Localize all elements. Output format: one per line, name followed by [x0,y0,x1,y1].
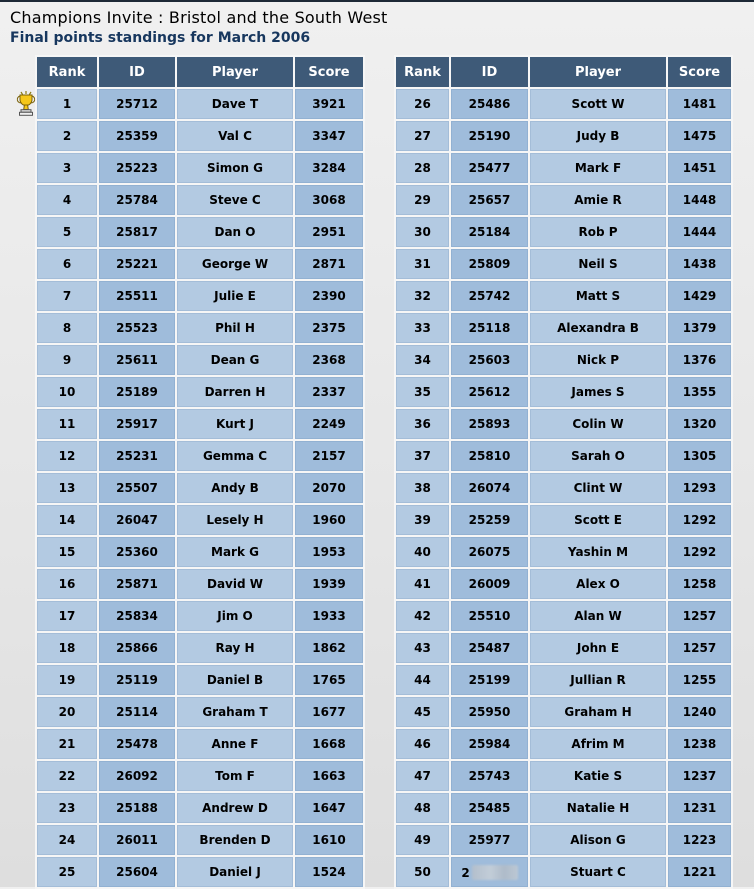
player-cell: Graham T [177,697,293,727]
rank-cell: 2 [37,121,97,151]
rank-cell: 48 [396,793,449,823]
score-cell: 1668 [295,729,363,759]
id-cell: 25809 [451,249,528,279]
id-cell: 25221 [99,249,175,279]
score-cell: 1960 [295,505,363,535]
standings-row [37,121,363,151]
id-cell: 25784 [99,185,175,215]
score-cell: 2070 [295,473,363,503]
player-cell: Jullian R [530,665,666,695]
rank-cell: 38 [396,473,449,503]
rank-cell: 13 [37,473,97,503]
rank-cell: 37 [396,441,449,471]
id-cell: 26075 [451,537,528,567]
rank-cell: 50 [396,857,449,887]
score-cell: 1862 [295,633,363,663]
rank-cell: 34 [396,345,449,375]
standings-row [37,729,363,759]
score-cell: 1379 [668,313,731,343]
rank-cell: 40 [396,537,449,567]
id-cell: 25231 [99,441,175,471]
player-cell: Gemma C [177,441,293,471]
score-cell: 1939 [295,569,363,599]
player-cell: Alison G [530,825,666,855]
id-cell: 25119 [99,665,175,695]
score-cell: 1237 [668,761,731,791]
rank-cell: 39 [396,505,449,535]
id-cell: 25604 [99,857,175,887]
id-cell: 25712 [99,89,175,119]
id-cell: 25834 [99,601,175,631]
player-cell: Katie S [530,761,666,791]
score-cell: 2337 [295,377,363,407]
id-visible-digit: 2 [461,865,470,880]
id-cell: 25977 [451,825,528,855]
rank-cell: 32 [396,281,449,311]
score-cell: 1231 [668,793,731,823]
column-header-score: Score [295,57,363,87]
id-cell: 25477 [451,153,528,183]
player-cell: Kurt J [177,409,293,439]
rank-cell: 47 [396,761,449,791]
score-cell: 1451 [668,153,731,183]
player-cell: Jim O [177,601,293,631]
standings-row [37,601,363,631]
player-cell: James S [530,377,666,407]
score-cell: 1481 [668,89,731,119]
standings-row [396,729,731,759]
player-cell: Judy B [530,121,666,151]
rank-cell: 19 [37,665,97,695]
rank-cell: 29 [396,185,449,215]
player-cell: Val C [177,121,293,151]
score-cell: 1221 [668,857,731,887]
score-cell: 1524 [295,857,363,887]
score-cell: 1933 [295,601,363,631]
id-cell: 25871 [99,569,175,599]
rank-cell: 16 [37,569,97,599]
rank-cell: 7 [37,281,97,311]
score-cell: 1448 [668,185,731,215]
score-cell: 2157 [295,441,363,471]
rank-cell: 25 [37,857,97,887]
standings-row [37,153,363,183]
rank-cell: 43 [396,633,449,663]
score-cell: 1257 [668,633,731,663]
rank-cell: 12 [37,441,97,471]
rank-cell: 31 [396,249,449,279]
standings-row [396,153,731,183]
score-cell: 1257 [668,601,731,631]
score-cell: 1305 [668,441,731,471]
rank-cell: 24 [37,825,97,855]
standings-row [37,313,363,343]
id-cell: 25603 [451,345,528,375]
rank-cell: 18 [37,633,97,663]
player-cell: Andrew D [177,793,293,823]
score-cell: 1292 [668,537,731,567]
player-cell: Rob P [530,217,666,247]
column-header-rank: Rank [396,57,449,87]
score-cell: 1475 [668,121,731,151]
rank-cell: 3 [37,153,97,183]
score-cell: 3347 [295,121,363,151]
id-cell: 25611 [99,345,175,375]
column-header-score: Score [668,57,731,87]
rank-cell: 17 [37,601,97,631]
player-cell: Scott E [530,505,666,535]
score-cell: 2368 [295,345,363,375]
column-header-rank: Rank [37,57,97,87]
standings-row [396,185,731,215]
score-cell: 1223 [668,825,731,855]
id-cell: 25950 [451,697,528,727]
player-cell: Julie E [177,281,293,311]
rank-cell: 14 [37,505,97,535]
score-cell: 1238 [668,729,731,759]
standings-row [37,281,363,311]
rank-cell: 46 [396,729,449,759]
id-cell: 25511 [99,281,175,311]
id-cell: 25223 [99,153,175,183]
id-cell: 25184 [451,217,528,247]
standings-row [37,665,363,695]
standings-row [396,473,731,503]
standings-row [396,121,731,151]
standings-row [37,217,363,247]
standings-row [37,633,363,663]
standings-row [37,537,363,567]
rank-cell: 28 [396,153,449,183]
id-cell: 25523 [99,313,175,343]
score-cell: 1677 [295,697,363,727]
page-subtitle: Final points standings for March 2006 [10,30,311,46]
id-cell: 26074 [451,473,528,503]
rank-cell: 10 [37,377,97,407]
id-cell: 25510 [451,601,528,631]
id-cell: 25866 [99,633,175,663]
standings-row [396,761,731,791]
player-cell: Steve C [177,185,293,215]
player-cell: Alex O [530,569,666,599]
score-cell: 2375 [295,313,363,343]
id-cell: 25259 [451,505,528,535]
rank-cell: 42 [396,601,449,631]
id-cell: 25817 [99,217,175,247]
id-cell: 25657 [451,185,528,215]
player-cell: Dean G [177,345,293,375]
id-cell: 25360 [99,537,175,567]
standings-row [37,441,363,471]
column-header-id: ID [99,57,175,87]
score-cell: 1444 [668,217,731,247]
score-cell: 1429 [668,281,731,311]
rank-cell: 5 [37,217,97,247]
id-cell: 25199 [451,665,528,695]
rank-cell: 23 [37,793,97,823]
score-cell: 1240 [668,697,731,727]
player-cell: Yashin M [530,537,666,567]
id-cell: 25487 [451,633,528,663]
rank-cell: 44 [396,665,449,695]
player-cell: Lesely H [177,505,293,535]
player-cell: Nick P [530,345,666,375]
standings-row [37,569,363,599]
standings-row [37,761,363,791]
player-cell: Mark F [530,153,666,183]
rank-cell: 30 [396,217,449,247]
rank-cell: 36 [396,409,449,439]
rank-cell: 26 [396,89,449,119]
standings-row [396,601,731,631]
score-cell: 1438 [668,249,731,279]
score-cell: 2249 [295,409,363,439]
player-cell: Alexandra B [530,313,666,343]
id-cell: 25486 [451,89,528,119]
score-cell: 2871 [295,249,363,279]
rank-cell: 33 [396,313,449,343]
player-cell: John E [530,633,666,663]
id-cell: 25742 [451,281,528,311]
rank-cell: 6 [37,249,97,279]
player-cell: Mark G [177,537,293,567]
rank-cell: 4 [37,185,97,215]
rank-cell: 8 [37,313,97,343]
score-cell: 1355 [668,377,731,407]
standings-row [396,313,731,343]
standings-table-left [35,55,365,889]
id-cell [451,857,528,887]
id-cell: 25189 [99,377,175,407]
player-cell: Daniel B [177,665,293,695]
score-cell: 1320 [668,409,731,439]
rank-cell: 27 [396,121,449,151]
standings-row [396,441,731,471]
score-cell: 3068 [295,185,363,215]
rank-cell: 21 [37,729,97,759]
standings-row [37,505,363,535]
id-cell: 25612 [451,377,528,407]
standings-row [396,633,731,663]
column-header-id: ID [451,57,528,87]
standings-row [37,825,363,855]
player-cell: Tom F [177,761,293,791]
player-cell: Alan W [530,601,666,631]
id-cell: 25743 [451,761,528,791]
standings-row [396,537,731,567]
score-cell: 1292 [668,505,731,535]
standings-row [37,377,363,407]
id-cell: 25114 [99,697,175,727]
player-cell: Dave T [177,89,293,119]
rank-cell: 49 [396,825,449,855]
player-cell: Ray H [177,633,293,663]
score-cell: 1293 [668,473,731,503]
score-cell: 2951 [295,217,363,247]
column-header-player: Player [530,57,666,87]
standings-row [37,473,363,503]
standings-row [396,217,731,247]
standings-row [396,89,731,119]
standings-row [37,89,363,119]
id-cell: 25507 [99,473,175,503]
score-cell: 1376 [668,345,731,375]
player-cell: Neil S [530,249,666,279]
id-cell: 25188 [99,793,175,823]
standings-row [37,185,363,215]
id-cell: 25359 [99,121,175,151]
player-cell: Anne F [177,729,293,759]
score-cell: 1663 [295,761,363,791]
player-cell: Colin W [530,409,666,439]
standings-row [396,569,731,599]
score-cell: 1610 [295,825,363,855]
column-header-player: Player [177,57,293,87]
id-cell: 25118 [451,313,528,343]
standings-row [396,697,731,727]
page-title: Champions Invite : Bristol and the South West [10,8,388,27]
standings-row [37,249,363,279]
rank-cell: 11 [37,409,97,439]
score-cell: 2390 [295,281,363,311]
player-cell: Sarah O [530,441,666,471]
player-cell: Phil H [177,313,293,343]
standings-row [37,793,363,823]
trophy-icon [15,90,37,118]
standings-row [396,377,731,407]
rank-cell: 22 [37,761,97,791]
player-cell: David W [177,569,293,599]
score-cell: 1647 [295,793,363,823]
player-cell: Daniel J [177,857,293,887]
standings-row [396,281,731,311]
id-cell: 26092 [99,761,175,791]
id-cell: 25810 [451,441,528,471]
id-cell: 25984 [451,729,528,759]
standings-row [396,665,731,695]
redacted-id-mask [472,865,518,880]
player-cell: Afrim M [530,729,666,759]
rank-cell: 41 [396,569,449,599]
player-cell: Andy B [177,473,293,503]
rank-cell: 20 [37,697,97,727]
standings-row [396,825,731,855]
id-cell: 25893 [451,409,528,439]
player-cell: Stuart C [530,857,666,887]
standings-row [396,793,731,823]
score-cell: 1258 [668,569,731,599]
player-cell: Simon G [177,153,293,183]
id-cell: 26009 [451,569,528,599]
id-cell: 25190 [451,121,528,151]
id-cell: 25485 [451,793,528,823]
standings-row [37,857,363,887]
rank-cell: 35 [396,377,449,407]
player-cell: Matt S [530,281,666,311]
rank-cell: 1 [37,89,97,119]
standings-row [396,345,731,375]
standings-row [37,345,363,375]
player-cell: Dan O [177,217,293,247]
score-cell: 3284 [295,153,363,183]
player-cell: Clint W [530,473,666,503]
standings-row [37,697,363,727]
player-cell: Brenden D [177,825,293,855]
player-cell: Graham H [530,697,666,727]
score-cell: 3921 [295,89,363,119]
id-cell: 25917 [99,409,175,439]
header-row [396,57,731,87]
standings-row [396,409,731,439]
standings-row [396,505,731,535]
score-cell: 1953 [295,537,363,567]
standings-table-right [394,55,733,889]
id-cell: 25478 [99,729,175,759]
player-cell: Scott W [530,89,666,119]
rank-cell: 9 [37,345,97,375]
id-cell: 26047 [99,505,175,535]
header-row [37,57,363,87]
rank-cell: 45 [396,697,449,727]
standings-row [396,249,731,279]
standings-tables [35,55,754,889]
player-cell: Amie R [530,185,666,215]
player-cell: George W [177,249,293,279]
player-cell: Darren H [177,377,293,407]
rank-cell: 15 [37,537,97,567]
score-cell: 1765 [295,665,363,695]
standings-row [396,857,731,887]
score-cell: 1255 [668,665,731,695]
id-cell: 26011 [99,825,175,855]
standings-row [37,409,363,439]
player-cell: Natalie H [530,793,666,823]
